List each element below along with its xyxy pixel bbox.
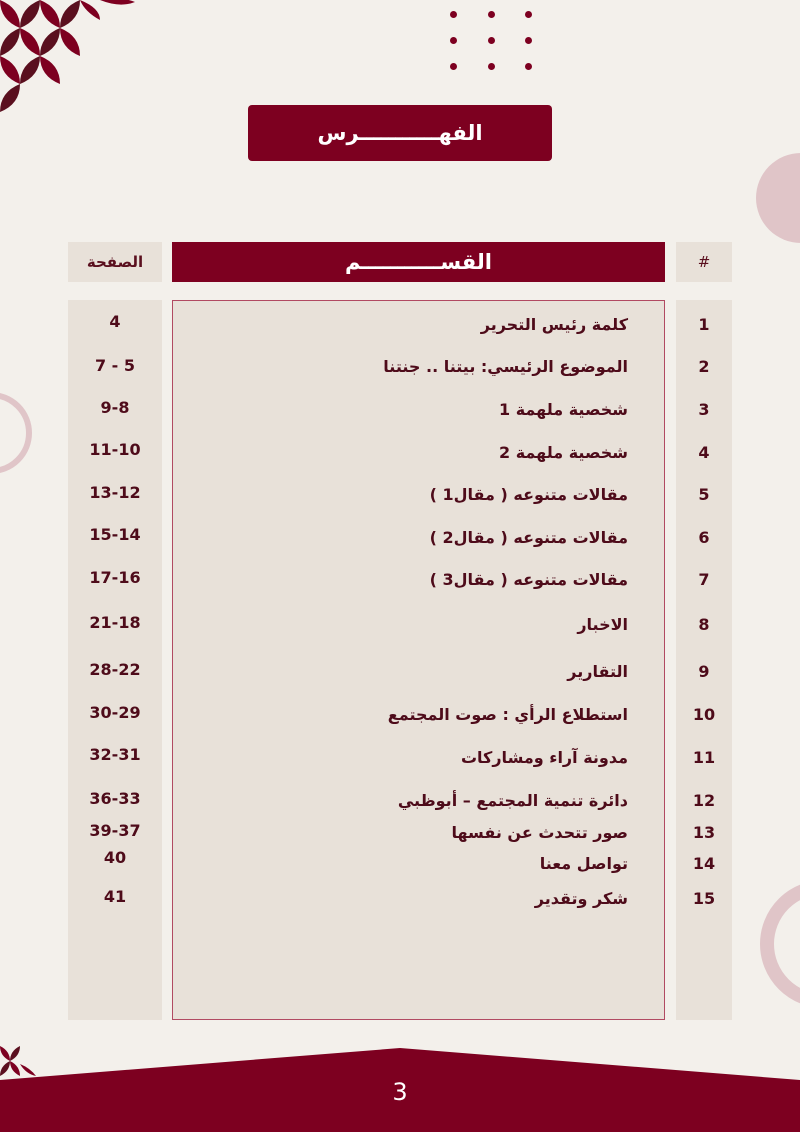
row-page: 15-14 (89, 525, 141, 544)
row-section: شخصية ملهمة 2 (499, 443, 628, 462)
row-number: 2 (698, 357, 710, 376)
row-page: 36-33 (89, 789, 141, 808)
row-number: 7 (698, 570, 710, 589)
row-number: 9 (698, 662, 710, 681)
row-section: مقالات متنوعه ( مقال1 ) (429, 485, 628, 504)
row-number: 13 (692, 823, 716, 842)
row-page: 41 (103, 887, 127, 906)
row-number: 4 (698, 443, 710, 462)
row-number: 8 (698, 615, 710, 634)
row-page: 40 (103, 848, 127, 867)
row-section: شخصية ملهمة 1 (499, 400, 628, 419)
row-page: 9-8 (100, 398, 130, 417)
page-number: 3 (392, 1078, 408, 1106)
row-number: 11 (692, 748, 716, 767)
decorative-pattern-top-left (0, 0, 140, 115)
row-section: الاخبار (577, 615, 628, 634)
row-page: 4 (109, 312, 121, 331)
decorative-circle-right-top (756, 153, 800, 243)
row-page: 17-16 (89, 568, 141, 587)
row-section: مقالات متنوعه ( مقال2 ) (429, 528, 628, 547)
row-number: 6 (698, 528, 710, 547)
row-number: 5 (698, 485, 710, 504)
row-number: 10 (692, 705, 716, 724)
row-number: 12 (692, 791, 716, 810)
row-section: مدونة آراء ومشاركات (460, 748, 628, 767)
row-section: التقارير (567, 662, 628, 681)
row-page: 28-22 (89, 660, 141, 679)
row-section: كلمة رئيس التحرير (480, 315, 628, 334)
row-section: صور تتحدث عن نفسها (451, 823, 628, 842)
header-number: # (676, 242, 732, 282)
row-number: 15 (692, 889, 716, 908)
row-number: 14 (692, 854, 716, 873)
row-number: 3 (698, 400, 710, 419)
row-section: مقالات متنوعه ( مقال3 ) (429, 570, 628, 589)
row-section: دائرة تنمية المجتمع – أبوظبي (397, 791, 628, 810)
row-page: 39-37 (89, 821, 141, 840)
header-page: الصفحة (68, 242, 162, 282)
row-section: الموضوع الرئيسي: بيتنا .. جنتنا (383, 357, 628, 376)
row-section: استطلاع الرأي : صوت المجتمع (387, 705, 628, 724)
row-page: 11-10 (89, 440, 141, 459)
page-title: الفهـــــــــــرس (248, 105, 552, 161)
row-page: 30-29 (89, 703, 141, 722)
row-section: شكر وتقدير (534, 889, 628, 908)
row-page: 32-31 (89, 745, 141, 764)
row-page: 13-12 (89, 483, 141, 502)
row-number: 1 (698, 315, 710, 334)
row-section: تواصل معنا (539, 854, 628, 873)
row-page: 21-18 (89, 613, 141, 632)
decorative-ring-right-bottom (760, 880, 800, 1008)
header-section: القســـــــــــم (172, 242, 665, 282)
decorative-ring-left (0, 392, 32, 474)
row-page: 7 - 5 (94, 356, 136, 375)
